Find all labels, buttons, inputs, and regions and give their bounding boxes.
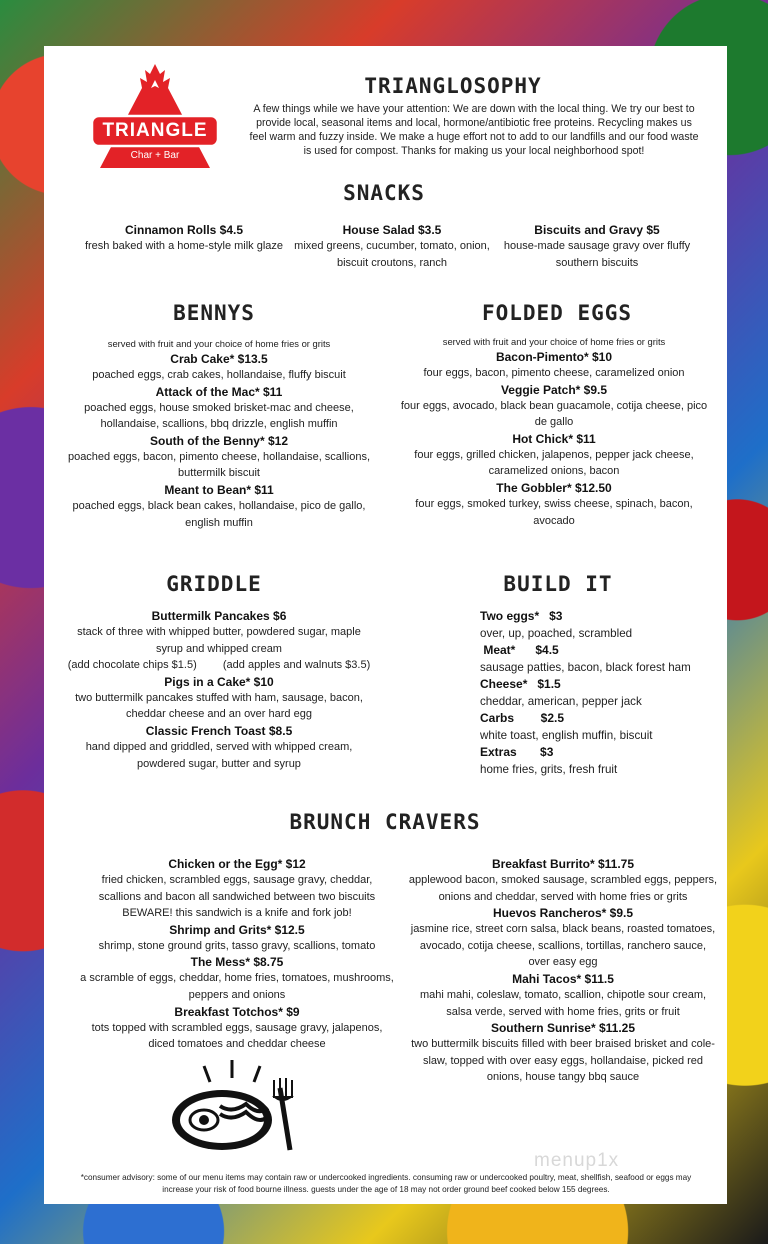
item-desc: a scramble of eggs, cheddar, home fries, tomatoes, mushrooms, peppers and onions [80,972,394,1001]
menu-item [396,431,712,480]
menu-item [80,922,394,955]
item-name: Crab Cake* $13.5 [170,352,268,366]
item-name: Two eggs* $3 [480,609,563,623]
menu-item [396,382,712,431]
item-desc: shrimp, stone ground grits, tasso gravy, scallions, tomato [98,939,376,952]
addon-apples: (add apples and walnuts $3.5) [222,659,371,672]
menu-item [84,222,284,255]
griddle-title: GRIDDLE [166,572,262,596]
logo [90,60,220,172]
menu-item [66,723,372,772]
menu-item [408,856,718,905]
item-name: Cinnamon Rolls $4.5 [124,223,244,237]
item-desc: four eggs, avocado, black bean guacamole, cotija cheese, pico de gallo [400,399,708,429]
logo-name: TRIANGLE [102,120,208,141]
menu-item [80,1004,394,1053]
item-name: Buttermilk Pancakes $6 [151,609,287,623]
item-desc: mahi mahi, coleslaw, tomato, scallion, chipotle sour cream, salsa verde, served with home fries, grits or fruit [419,988,707,1018]
folded-eggs-list [396,335,712,529]
item-name: Veggie Patch* $9.5 [500,382,608,397]
menu-item [480,642,710,676]
item-name: Meant to Bean* $11 [164,482,274,497]
item-desc: poached eggs, house smoked brisket-mac and cheese, hollandaise, scallions, bbq drizzle, english muffin [84,401,354,431]
menu-item [66,384,372,433]
item-name: The Mess* $8.75 [190,955,284,970]
build-it-list [480,608,710,778]
item-desc: hand dipped and griddled, served with whipped cream, powdered sugar, butter and syrup [85,740,353,770]
addon-chocolate: (add chocolate chips $1.5) [67,659,197,672]
item-desc: two buttermilk biscuits filled with beer braised brisket and cole-slaw, topped with over easy eggs, hollandaise, picked red onions, house tangy bbq sauce [411,1038,715,1084]
bennys-list [66,337,372,531]
item-desc: four eggs, bacon, pimento cheese, caramelized onion [423,367,685,379]
item-desc: home fries, grits, fresh fruit [480,763,618,776]
item-desc: sausage patties, bacon, black forest ham [480,661,691,674]
item-name: Pigs in a Cake* $10 [164,674,274,689]
item-name: Southern Sunrise* $11.25 [490,1021,636,1036]
intro-text: A few things while we have your attention: We are down with the local thing. We try our best to provide local, seasonal items and local, hormone/antibiotic free proteins. Recycling makes us feel warm and fuzzy inside. We make a huge effort not to add to our landfills and our food waste is used for compost. Thanks for making us your local neighborhood spot! [249,103,699,157]
item-desc: poached eggs, crab cakes, hollandaise, fluffy biscuit [92,369,346,381]
item-desc: tots topped with scrambled eggs, sausage gravy, jalapenos, diced tomatoes and cheddar cheese [91,1021,383,1051]
menu-item [480,676,710,710]
item-name: Breakfast Burrito* $11.75 [491,857,635,871]
menu-item [396,349,712,382]
menu-item [66,351,372,384]
breakfast-plate-icon [170,1058,310,1158]
item-name: The Gobbler* $12.50 [496,480,612,495]
item-desc: fried chicken, scrambled eggs, sausage gravy, cheddar, scallions and bacon all sandwiched between two biscuits BEWARE! this sandwich is a knife and fork job! [98,874,376,920]
bennys-note: served with fruit and your choice of home fries or grits [107,338,331,349]
folded-eggs-note: served with fruit and your choice of home fries or grits [442,336,666,347]
menu-item [66,674,372,723]
item-desc: over, up, poached, scrambled [480,627,633,640]
item-desc: house-made sausage gravy over fluffy southern biscuits [503,240,691,269]
item-desc: cheddar, american, pepper jack [480,695,642,708]
brunch-right-list [408,856,718,1086]
consumer-advisory: *consumer advisory: some of our menu items may contain raw or undercooked ingredients. consuming raw or undercooked poultry, meat, shellfish, seafood or eggs may increase your risk of food bourne illness. guests under the age of 18 may not order ground beef cooked below 155 degrees. [80,1173,692,1194]
intro-title: TRIANGLOSOPHY [364,74,542,98]
menu-item [80,954,394,1003]
item-name: Hot Chick* $11 [512,431,596,446]
item-name: Mahi Tacos* $11.5 [512,971,614,986]
menu-item [66,433,372,482]
menu-item [408,971,718,1020]
menu-item [502,222,692,271]
menu-item [66,608,372,674]
brunch-title: BRUNCH CRAVERS [289,810,481,834]
item-desc: mixed greens, cucumber, tomato, onion, biscuit croutons, ranch [294,240,490,269]
item-name: Attack of the Mac* $11 [155,384,283,399]
item-desc: four eggs, smoked turkey, swiss cheese, spinach, bacon, avocado [415,497,693,527]
addon-line [66,657,372,674]
item-name: Meat* $4.5 [480,643,559,657]
menu-item [408,905,718,971]
item-name: Carbs $2.5 [480,711,565,725]
bennys-title: BENNYS [173,301,255,325]
item-desc: applewood bacon, smoked sausage, scrambled eggs, peppers, onions and cheddar, served with home fries or grits [408,874,718,903]
menu-item [80,856,394,922]
item-name: Huevos Rancheros* $9.5 [492,906,634,921]
menu-item [480,608,710,642]
item-name: Cheese* $1.5 [480,677,561,691]
item-desc: white toast, english muffin, biscuit [480,729,653,742]
item-desc: two buttermilk pancakes stuffed with ham, sausage, bacon, cheddar cheese and an over hard egg [75,691,363,721]
item-name: Biscuits and Gravy $5 [534,223,660,237]
menu-panel [44,46,727,1204]
item-name: Classic French Toast $8.5 [145,723,293,738]
item-name: Chicken or the Egg* $12 [168,857,306,871]
item-desc: jasmine rice, street corn salsa, black beans, roasted tomatoes, avocado, cotija cheese, scallions, tortillas, ranchero sauce, over easy egg [410,923,716,969]
item-name: House Salad $3.5 [342,223,442,237]
griddle-list [66,608,372,772]
menu-item [396,480,712,529]
item-desc: fresh baked with a home-style milk glaze [84,240,284,252]
item-desc: stack of three with whipped butter, powdered sugar, maple syrup and whipped cream [77,626,361,655]
folded-eggs-title: FOLDED EGGS [481,301,633,325]
snacks-title: SNACKS [343,181,425,205]
brunch-left-list [80,856,394,1053]
watermark: menup1x [534,1150,620,1171]
menu-item [480,744,710,778]
item-name: Shrimp and Grits* $12.5 [169,922,305,937]
menu-item [294,222,490,271]
item-desc: poached eggs, black bean cakes, hollandaise, pico de gallo, english muffin [72,499,366,529]
item-name: South of the Benny* $12 [149,433,289,448]
menu-item [480,710,710,744]
item-desc: four eggs, grilled chicken, jalapenos, pepper jack cheese, caramelized onions, bacon [414,448,694,478]
menu-item [66,482,372,531]
item-name: Breakfast Totchos* $9 [174,1004,300,1019]
item-desc: poached eggs, bacon, pimento cheese, hollandaise, scallions, buttermilk biscuit [67,450,371,480]
item-name: Bacon-Pimento* $10 [495,350,613,364]
build-it-title: BUILD IT [503,572,613,596]
menu-item [408,1020,718,1086]
logo-sub: Char + Bar [130,150,180,161]
item-name: Extras $3 [480,745,554,759]
